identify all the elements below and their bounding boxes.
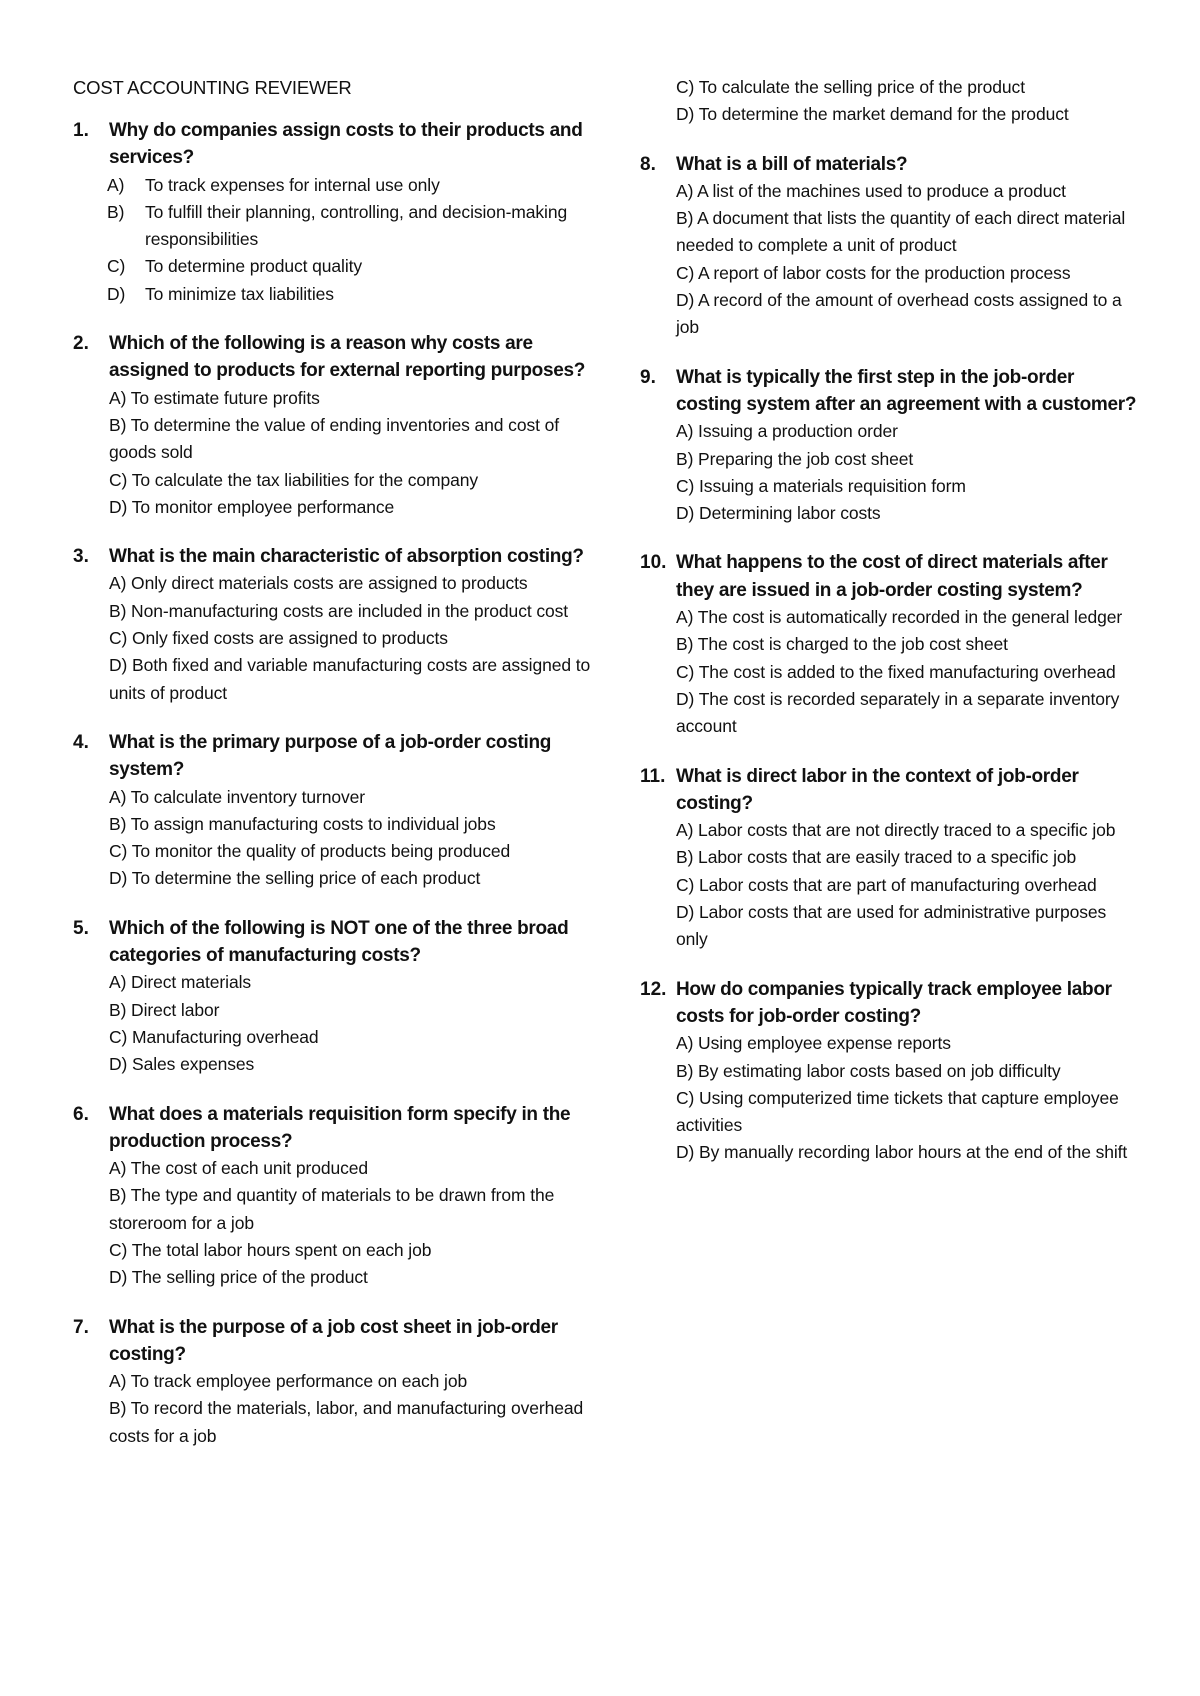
answer-option: [73, 199, 593, 254]
answer-option: A) To calculate inventory turnover: [109, 786, 365, 807]
answer-option: A) The cost is automatically recorded in the general ledger: [676, 607, 1123, 628]
answer-option: A) Labor costs that are not directly traced to a specific job: [676, 820, 1116, 841]
question-number: 10.: [640, 552, 667, 574]
answer-option: D) To monitor employee performance: [109, 496, 395, 517]
answer-option: B) To assign manufacturing costs to individual jobs: [109, 813, 496, 834]
answer-option: D) Labor costs that are used for administrative purposes only: [676, 902, 1107, 950]
answer-options: [676, 418, 1140, 527]
answer-option: B) By estimating labor costs based on job difficulty: [676, 1060, 1061, 1081]
answer-option: B) Direct labor: [109, 999, 220, 1020]
question-item: [73, 330, 593, 521]
question-item: [73, 915, 593, 1079]
question-item: [640, 364, 1140, 528]
answer-option: C) The cost is added to the fixed manufacturing overhead: [676, 661, 1116, 682]
answer-option: C) Using computerized time tickets that capture employee activities: [676, 1087, 1119, 1136]
question-text: Which of the following is a reason why costs are assigned to products for external reporting purposes?: [109, 333, 586, 382]
question-text: What is the purpose of a job cost sheet in job-order costing?: [109, 1316, 558, 1365]
answer-option: D) By manually recording labor hours at the end of the shift: [676, 1142, 1128, 1163]
answer-option: A) To estimate future profits: [109, 387, 320, 408]
answer-option: C) To monitor the quality of products being produced: [109, 841, 511, 862]
question-item: [73, 117, 593, 308]
answer-options: [109, 1368, 593, 1450]
question-item: [640, 549, 1140, 740]
answer-option: D) Sales expenses: [109, 1054, 255, 1075]
answer-option: C) Issuing a materials requisition form: [676, 475, 966, 496]
answer-options: [73, 172, 593, 308]
answer-option: B) Non-manufacturing costs are included in the product cost: [109, 600, 569, 621]
answer-option: [73, 281, 593, 308]
answer-option: B) A document that lists the quantity of each direct material needed to complete a unit of product: [676, 208, 1126, 256]
option-text: To fulfill their planning, controlling, and decision-making responsibilities: [145, 201, 568, 250]
answer-options: [676, 1030, 1140, 1166]
question-text: Which of the following is NOT one of the three broad categories of manufacturing costs?: [109, 917, 569, 967]
question-number: 8.: [640, 153, 656, 175]
answer-option: A) To track employee performance on each job: [109, 1371, 468, 1392]
question-number: 4.: [73, 731, 89, 753]
answer-option: B) To determine the value of ending inventories and cost of goods sold: [109, 414, 560, 463]
answer-option: D) Determining labor costs: [676, 503, 881, 524]
question-number: 7.: [73, 1316, 89, 1338]
left-column: [73, 74, 593, 1472]
question-number: 6.: [73, 1103, 89, 1125]
question-item: [73, 1101, 593, 1292]
question-text: What is a bill of materials?: [676, 153, 908, 175]
question-number: 3.: [73, 546, 89, 568]
answer-option: D) The cost is recorded separately in a separate inventory account: [676, 688, 1120, 737]
answer-option: A) Using employee expense reports: [676, 1033, 951, 1054]
answer-options: [109, 570, 593, 706]
question-number: 2.: [73, 333, 89, 355]
option-letter: A): [107, 174, 125, 195]
answer-option: B) The cost is charged to the job cost sheet: [676, 634, 1008, 655]
answer-option: A) Direct materials: [109, 972, 252, 993]
question-number: 12.: [640, 978, 667, 1000]
question-text: What is the primary purpose of a job-order costing system?: [109, 731, 552, 781]
question-number: 11.: [640, 765, 666, 787]
question-item: [640, 151, 1140, 342]
answer-options: [676, 74, 1140, 129]
answer-option: B) The type and quantity of materials to be drawn from the storeroom for a job: [109, 1185, 555, 1233]
question-item: [640, 976, 1140, 1167]
question-text: What is direct labor in the context of job-order costing?: [676, 765, 1079, 814]
answer-option: C) To calculate the tax liabilities for the company: [109, 469, 479, 490]
answer-option: D) To determine the selling price of each product: [109, 868, 481, 889]
option-letter: B): [107, 201, 125, 222]
answer-option: B) To record the materials, labor, and manufacturing overhead costs for a job: [109, 1398, 584, 1446]
answer-option: B) Preparing the job cost sheet: [676, 448, 914, 469]
right-column: [640, 74, 1140, 1189]
answer-options: [109, 784, 593, 893]
answer-option: [73, 172, 593, 199]
answer-options: [109, 385, 593, 521]
question-number: 9.: [640, 366, 656, 388]
question-item: [73, 543, 593, 707]
question-text: How do companies typically track employee labor costs for job-order costing?: [676, 978, 1112, 1027]
question-item: [73, 1314, 593, 1450]
question-text: What does a materials requisition form specify in the production process?: [109, 1103, 571, 1152]
question-number: 5.: [73, 917, 89, 939]
question-item: [640, 763, 1140, 954]
answer-option: D) A record of the amount of overhead costs assigned to a job: [676, 290, 1122, 338]
answer-options: [676, 817, 1140, 953]
question-continuation: [640, 74, 1140, 129]
answer-options: [109, 969, 593, 1078]
answer-option: C) To calculate the selling price of the product: [676, 77, 1025, 97]
question-text: Why do companies assign costs to their products and services?: [109, 120, 583, 169]
question-number: 1.: [73, 120, 89, 141]
answer-options: [676, 178, 1140, 342]
answer-option: C) The total labor hours spent on each job: [109, 1239, 432, 1260]
option-text: To track expenses for internal use only: [145, 174, 440, 195]
answer-option: C) Manufacturing overhead: [109, 1026, 319, 1047]
question-text: What is the main characteristic of absorption costing?: [109, 546, 584, 568]
option-text: To minimize tax liabilities: [145, 283, 334, 304]
answer-options: [676, 604, 1140, 740]
question-item: [73, 729, 593, 893]
answer-options: [109, 1155, 593, 1291]
answer-option: D) To determine the market demand for the product: [676, 104, 1069, 125]
answer-option: B) Labor costs that are easily traced to a specific job: [676, 847, 1077, 868]
option-letter: C): [107, 256, 126, 277]
answer-option: A) The cost of each unit produced: [109, 1158, 369, 1179]
answer-option: A) Issuing a production order: [676, 421, 898, 442]
answer-option: C) A report of labor costs for the production process: [676, 262, 1071, 283]
answer-option: D) The selling price of the product: [109, 1267, 368, 1288]
option-text: To determine product quality: [145, 256, 363, 277]
answer-option: [73, 253, 593, 280]
answer-option: A) A list of the machines used to produce a product: [676, 180, 1066, 201]
document-title: COST ACCOUNTING REVIEWER: [73, 77, 352, 98]
answer-option: C) Only fixed costs are assigned to products: [109, 628, 448, 649]
option-letter: D): [107, 283, 126, 304]
answer-option: C) Labor costs that are part of manufacturing overhead: [676, 874, 1097, 895]
answer-option: D) Both fixed and variable manufacturing costs are assigned to units of product: [109, 655, 591, 703]
question-text: What is typically the first step in the job-order costing system after an agreement with a customer?: [676, 366, 1137, 415]
answer-option: A) Only direct materials costs are assigned to products: [109, 573, 528, 594]
question-text: What happens to the cost of direct materials after they are issued in a job-order costing system?: [676, 552, 1108, 601]
